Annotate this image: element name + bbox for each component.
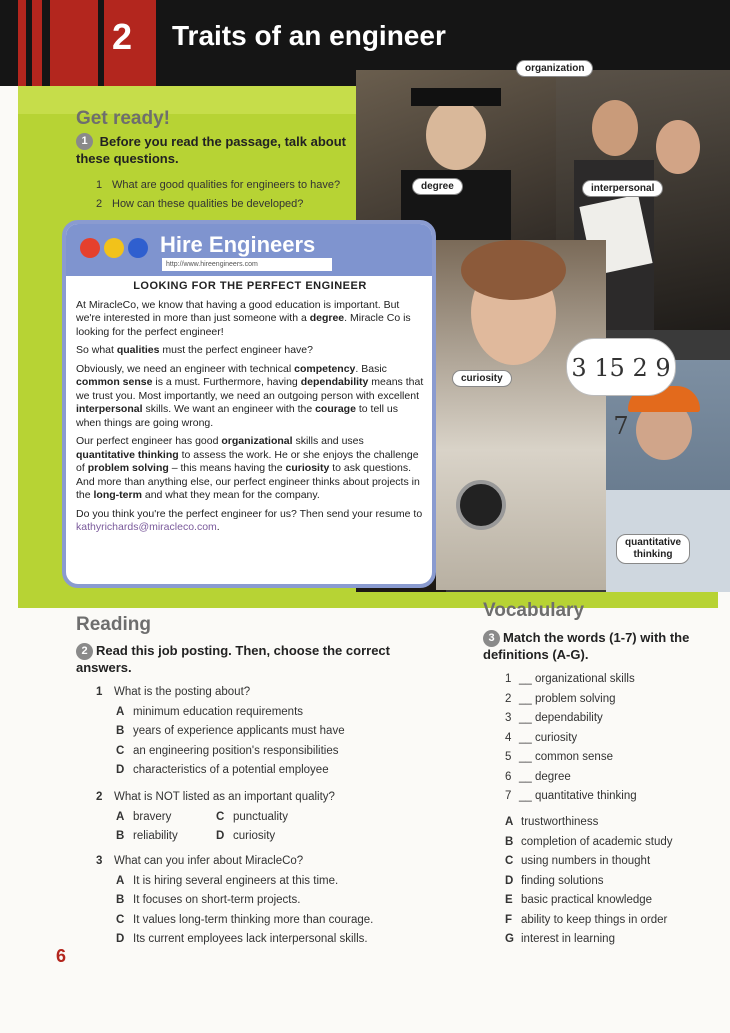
- exercise-2-instruction: 2 Read this job posting. Then, choose the correct answers.: [76, 643, 390, 675]
- tag-interpersonal: interpersonal: [582, 180, 663, 197]
- website-url[interactable]: http://www.hireengineers.com: [162, 258, 332, 271]
- red-dot-icon: [80, 238, 100, 258]
- list-item: D finding solutions: [505, 874, 604, 887]
- vocabulary-words: [505, 670, 637, 807]
- tag-quantitative-thinking: quantitative thinking: [616, 534, 690, 564]
- unit-title: Traits of an engineer: [172, 20, 446, 51]
- answer-option[interactable]: A bravery: [116, 810, 172, 823]
- list-item: 2 How can these qualities be developed?: [96, 198, 304, 210]
- answer-option[interactable]: D characteristics of a potential employee: [116, 764, 329, 776]
- email-link[interactable]: kathyrichards@miracleco.com: [76, 521, 217, 533]
- face-shape: [592, 100, 638, 156]
- posting-heading: LOOKING FOR THE PERFECT ENGINEER: [133, 280, 367, 292]
- discussion-questions: [96, 176, 340, 214]
- question-1: 1 What is the posting about? A minimum education requirements B years of experience applicants must have C an engineering position's responsibilities D characteristics of a potential employee: [96, 683, 345, 781]
- paragraph: At MiracleCo, we know that having a good education is important. But we're interested in more than just someone with a degree. Miracle Co is looking for the perfect engineer!: [76, 298, 411, 338]
- exercise-number-badge: 2: [76, 643, 93, 660]
- vocabulary-heading: Vocabulary: [483, 600, 585, 621]
- list-item[interactable]: 6 __ degree: [505, 770, 571, 783]
- paragraph: Our perfect engineer has good organizational skills and uses quantitative thinking to assess the work. He or she enjoys the challenge of problem solving – this means having the curiosity to ask questions. And more than anything else, our perfect engineer thinks about projects in the long-term and what they mean for the company.: [76, 435, 420, 501]
- exercise-number-badge: 3: [483, 630, 500, 647]
- vocabulary-definitions: [505, 813, 673, 950]
- answer-option[interactable]: B reliability: [116, 830, 178, 842]
- get-ready-heading: Get ready!: [76, 108, 170, 129]
- list-item[interactable]: 1 __ organizational skills: [505, 673, 635, 685]
- exercise-1-instruction: [76, 133, 376, 167]
- instruction-text: Before you read the passage, talk about these questions.: [76, 134, 346, 166]
- reading-heading: Reading: [76, 614, 151, 635]
- list-item: 1 What are good qualities for engineers to have?: [96, 179, 341, 191]
- yellow-dot-icon: [104, 238, 124, 258]
- list-item: B completion of academic study: [505, 835, 673, 848]
- header-stripe: [50, 0, 98, 86]
- question-2: 2 What is NOT listed as an important quality? A bravery C punctuality B reliability D curiosity: [96, 788, 335, 847]
- list-item: A trustworthiness: [505, 816, 599, 828]
- answer-option[interactable]: C punctuality: [216, 810, 288, 823]
- posting-text: [76, 280, 424, 540]
- tag-curiosity: curiosity: [452, 370, 512, 387]
- paragraph: Obviously, we need an engineer with technical competency. Basic common sense is a must. Furthermore, having dependability means that we trust you. Most importantly, we need an outgoing person with excellent interpersonal skills. We want an engineer with the courage to tell us when things are going wrong.: [76, 362, 424, 429]
- exercise-number-badge: 1: [76, 133, 93, 150]
- hair-shape: [461, 240, 566, 300]
- paragraph: Do you think you're the perfect engineer for us? Then send your resume to kathyrichards@miracleco.com.: [76, 507, 423, 533]
- list-item: F ability to keep things in order: [505, 913, 668, 926]
- answer-option[interactable]: D curiosity: [216, 830, 276, 842]
- numbers-thought-bubble: 3 15 2 9 7: [566, 338, 676, 396]
- header-stripe: [18, 0, 26, 86]
- tag-degree: degree: [412, 178, 463, 195]
- answer-option[interactable]: B It focuses on short-term projects.: [116, 894, 301, 906]
- answer-option[interactable]: B years of experience applicants must have: [116, 725, 345, 737]
- paragraph: So what qualities must the perfect engineer have?: [76, 344, 313, 356]
- header-stripe: [32, 0, 42, 86]
- card-title: Hire Engineers: [160, 232, 316, 257]
- blue-dot-icon: [128, 238, 148, 258]
- list-item[interactable]: 3 __ dependability: [505, 712, 603, 724]
- answer-option[interactable]: C It values long-term thinking more than courage.: [116, 913, 374, 926]
- cap-shape: [411, 88, 501, 106]
- card-header: [66, 224, 432, 276]
- list-item: E basic practical knowledge: [505, 894, 653, 906]
- tag-organization: organization: [516, 60, 593, 77]
- list-item[interactable]: 4 __ curiosity: [505, 731, 578, 744]
- exercise-3-instruction: 3 Match the words (1-7) with the definitions (A-G).: [483, 630, 690, 662]
- face-shape: [426, 100, 486, 170]
- list-item[interactable]: 2 __ problem solving: [505, 692, 616, 705]
- job-posting-card: [62, 220, 436, 588]
- answer-option[interactable]: C an engineering position's responsibilities: [116, 744, 339, 757]
- page-number: 6: [56, 946, 67, 966]
- answer-option[interactable]: A It is hiring several engineers at this time.: [116, 874, 339, 887]
- list-item[interactable]: 7 __ quantitative thinking: [505, 790, 637, 802]
- unit-number: 2: [112, 16, 133, 57]
- answer-option[interactable]: A minimum education requirements: [116, 705, 304, 718]
- stethoscope-shape: [456, 480, 506, 530]
- answer-option[interactable]: D Its current employees lack interpersonal skills.: [116, 933, 368, 945]
- question-3: 3 What can you infer about MiracleCo? A It is hiring several engineers at this time. B It focuses on short-term projects. C It values long-term thinking more than courage. D Its current employees lack interpersonal skills.: [96, 852, 373, 950]
- face-shape: [656, 120, 700, 174]
- scientist-photo: [436, 240, 606, 590]
- list-item[interactable]: 5 __ common sense: [505, 751, 613, 763]
- list-item: C using numbers in thought: [505, 855, 651, 867]
- list-item: G interest in learning: [505, 933, 615, 945]
